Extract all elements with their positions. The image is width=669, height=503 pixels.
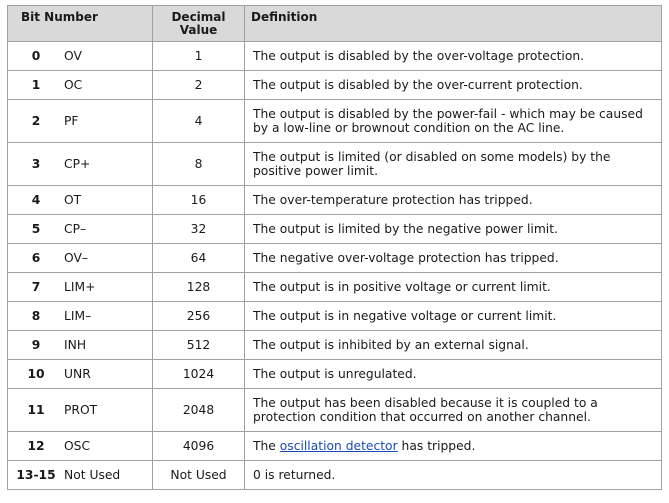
bit-cell	[8, 215, 153, 244]
bit-cell	[8, 42, 153, 71]
bit-number: 3	[31, 157, 41, 171]
definition: The output has been disabled because it is coupled to a protection condition that occurred on another channel.	[245, 389, 662, 432]
status-bit-table	[7, 5, 662, 490]
bit-number: 2	[31, 114, 41, 128]
table-row	[8, 215, 662, 244]
bit-name: PROT	[64, 403, 98, 417]
decimal-value: 4	[153, 100, 245, 143]
decimal-value: 1024	[153, 360, 245, 389]
bit-cell	[8, 100, 153, 143]
bit-cell	[8, 461, 153, 490]
bit-name: OT	[64, 193, 82, 207]
decimal-value: 1	[153, 42, 245, 71]
decimal-value: 128	[153, 273, 245, 302]
bit-number: 7	[31, 280, 41, 294]
definition: The output is limited by the negative power limit.	[245, 215, 662, 244]
decimal-value: 32	[153, 215, 245, 244]
definition: The negative over-voltage protection has tripped.	[245, 244, 662, 273]
bit-name: CP–	[64, 222, 87, 236]
table-row	[8, 186, 662, 215]
definition: The output is disabled by the over-voltage protection.	[245, 42, 662, 71]
oscillation-detector-link[interactable]: oscillation detector	[279, 439, 398, 453]
table-row	[8, 389, 662, 432]
table-row	[8, 143, 662, 186]
bit-number: 9	[31, 338, 41, 352]
bit-number: 12	[27, 439, 45, 453]
decimal-value: 16	[153, 186, 245, 215]
bit-name: OSC	[64, 439, 91, 453]
definition: The output is in negative voltage or current limit.	[245, 302, 662, 331]
table-row	[8, 302, 662, 331]
bit-number: 6	[31, 251, 41, 265]
decimal-value: 64	[153, 244, 245, 273]
bit-name: PF	[64, 114, 79, 128]
table-row	[8, 331, 662, 360]
table-row	[8, 244, 662, 273]
header-decimal-value	[153, 6, 245, 42]
decimal-value: 2048	[153, 389, 245, 432]
bit-number: 13-15	[16, 468, 56, 482]
table-row	[8, 461, 662, 490]
bit-name: INH	[64, 338, 87, 352]
bit-cell	[8, 71, 153, 100]
decimal-value: 512	[153, 331, 245, 360]
definition: The output is disabled by the over-current protection.	[245, 71, 662, 100]
bit-name: OC	[64, 78, 83, 92]
table-row	[8, 71, 662, 100]
bit-cell	[8, 360, 153, 389]
bit-name: Not Used	[64, 468, 121, 482]
header-decimal-line2: Value	[179, 23, 218, 37]
definition-prefix: The	[253, 439, 280, 453]
table-row	[8, 100, 662, 143]
definition: The over-temperature protection has tripped.	[245, 186, 662, 215]
definition: The output is in positive voltage or current limit.	[245, 273, 662, 302]
bit-cell	[8, 186, 153, 215]
table-row	[8, 432, 662, 461]
bit-name: OV–	[64, 251, 89, 265]
bit-number: 10	[27, 367, 45, 381]
decimal-value: 4096	[153, 432, 245, 461]
decimal-value: 256	[153, 302, 245, 331]
bit-name: LIM+	[64, 280, 96, 294]
definition-suffix: has tripped.	[397, 439, 476, 453]
bit-cell	[8, 143, 153, 186]
bit-number: 4	[31, 193, 41, 207]
decimal-value: 8	[153, 143, 245, 186]
bit-cell	[8, 432, 153, 461]
decimal-value: Not Used	[153, 461, 245, 490]
definition: The output is unregulated.	[245, 360, 662, 389]
bit-cell	[8, 273, 153, 302]
definition: The output is inhibited by an external signal.	[245, 331, 662, 360]
bit-number: 8	[31, 309, 41, 323]
decimal-value: 2	[153, 71, 245, 100]
table-row	[8, 360, 662, 389]
table-header-row	[8, 6, 662, 42]
table-row	[8, 42, 662, 71]
header-definition: Definition	[245, 6, 662, 42]
bit-number: 11	[27, 403, 45, 417]
header-bit-number: Bit Number	[8, 6, 153, 42]
bit-cell	[8, 302, 153, 331]
bit-cell	[8, 244, 153, 273]
bit-cell	[8, 331, 153, 360]
definition: The output is limited (or disabled on some models) by the positive power limit.	[245, 143, 662, 186]
bit-number: 0	[31, 49, 41, 63]
header-decimal-line1: Decimal	[171, 10, 226, 24]
bit-number: 1	[31, 78, 41, 92]
definition: The output is disabled by the power-fail - which may be caused by a low-line or brownout condition on the AC line.	[245, 100, 662, 143]
definition: 0 is returned.	[245, 461, 662, 490]
bit-name: OV	[64, 49, 82, 63]
bit-name: CP+	[64, 157, 91, 171]
bit-name: UNR	[64, 367, 91, 381]
bit-cell	[8, 389, 153, 432]
table-row	[8, 273, 662, 302]
definition	[245, 432, 662, 461]
bit-name: LIM–	[64, 309, 92, 323]
bit-number: 5	[31, 222, 41, 236]
